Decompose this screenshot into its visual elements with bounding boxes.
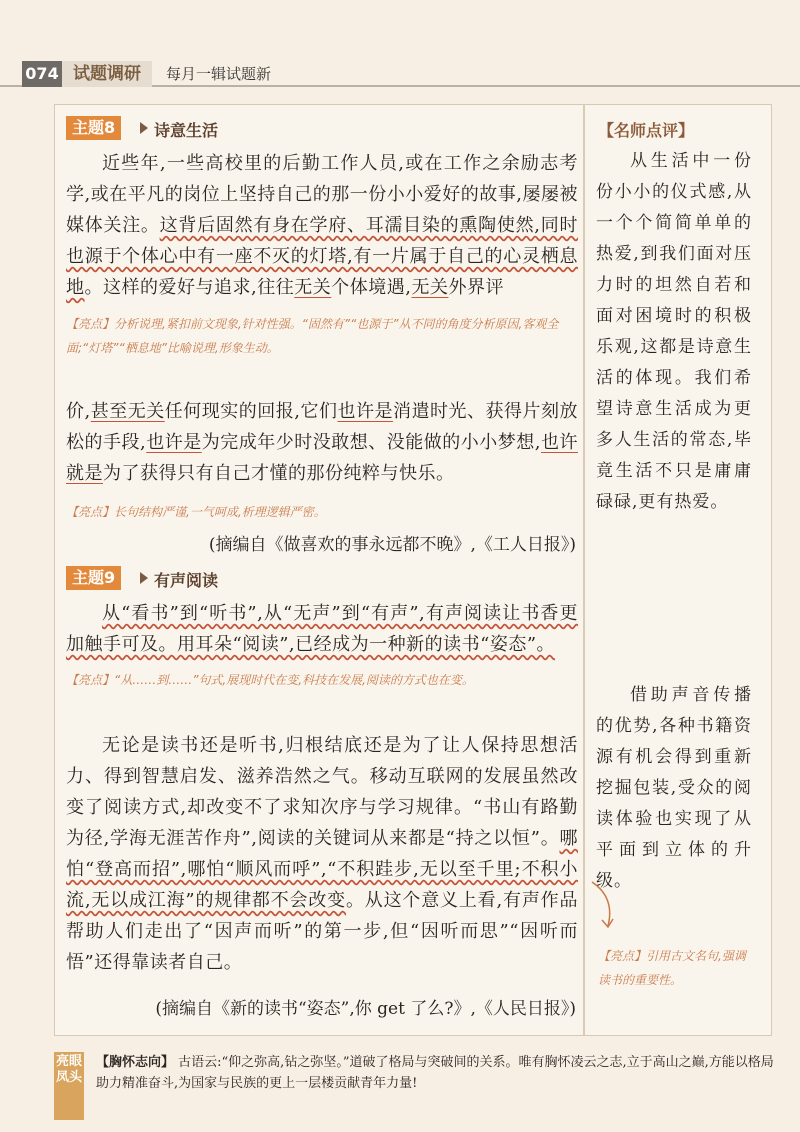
topic8-note-2: 【亮点】长句结构严谨,一气呵成,析理逻辑严密。 — [66, 505, 326, 519]
topic8-p1-keyword-2: 无关 — [411, 277, 449, 298]
topic9-badge: 主题9 — [66, 566, 121, 590]
topic8-arrow-icon — [140, 122, 148, 134]
footer-tag: 亮眼凤头 — [54, 1052, 84, 1120]
topic8-p2-text-5: 为了获得只有自己才懂的那份纯粹与快乐。 — [103, 463, 455, 484]
topic8-p1-text-2: 个体境遇, — [331, 277, 412, 298]
topic8-p1-keyword: 无关 — [294, 277, 332, 298]
topic8-paragraph-2 — [66, 396, 578, 489]
topic9-paragraph-2 — [66, 730, 578, 978]
header-subtitle: 每月一辑试题新 — [166, 65, 272, 83]
topic8-p1-text-3: 外界评 — [448, 277, 504, 298]
footer-text — [96, 1052, 776, 1094]
pointer-arrow-icon — [588, 880, 618, 930]
topic8-badge: 主题8 — [66, 116, 121, 140]
topic9-paragraph-1: 从“看书”到“听书”,从“无声”到“有声”,有声阅读让书香更加触手可及。用耳朵“阅读”,已经成为一种新的读书“姿态”。 — [66, 603, 578, 655]
topic9-note-1: 【亮点】“从……到……”句式,展现时代在变,科技在发展,阅读的方式也在变。 — [66, 673, 474, 687]
topic8-paragraph-1 — [66, 148, 578, 303]
topic8-p2-keyword-4: 也许就是 — [66, 432, 579, 484]
topic9-source: (摘编自《新的读书“姿态”,你 get 了么?》,《人民日报》) — [155, 999, 576, 1019]
topic8-p1-intro: 近些年,一些高校里的后勤工作人员,或在工作之余励志考学,或在平凡的岗位上坚持自己的那一份小小爱好的故事,屡屡被媒体关注。 — [66, 153, 578, 236]
topic8-p1-text: 。这样的爱好与追求,往往 — [84, 277, 295, 298]
topic8-p2-text-2: 任何现实的回报,它们 — [164, 401, 338, 422]
footer-body: 古语云:“仰之弥高,钻之弥坚。”道破了格局与突破间的关系。唯有胸怀凌云之志,立于高山之巅,方能以格局助力精准奋斗,为国家与民族的更上一层楼贡献青年力量! — [96, 1055, 774, 1091]
topic8-p2-text: 价, — [66, 401, 91, 422]
column-divider — [583, 104, 585, 1035]
topic9-p2-highlight: 哪怕“登高而招”,哪怕“顺风而呼”,“不积跬步,无以至千里;不积小流,无以成江海”的规律都不会改变 — [66, 828, 578, 911]
footer-label: 【胸怀志向】 — [96, 1055, 175, 1070]
topic9-p2-text: 无论是读书还是听书,归根结底还是为了让人保持思想活力、得到智慧启发、滋养浩然之气。移动互联网的发展虽然改变了阅读方式,却改变不了求知次序与学习规律。“书山有路勤为径,学海无涯苦作舟”,阅读的关键词从来都是“持之以恒”。 — [66, 735, 578, 849]
topic8-p2-text-4: 为完成年少时没敢想、没能做的小小梦想, — [201, 432, 541, 453]
topic9-p2-text-2: 。从这个意义上看,有声作品帮助人们走出了“因声而听”的第一步,但“因听而思”“因听而悟”还得靠读者自己。 — [66, 890, 578, 973]
topic8-title: 诗意生活 — [154, 121, 219, 140]
topic8-p1-highlight: 这背后固然有身在学府、耳濡目染的熏陶使然,同时也源于个体心中有一座不灭的灯塔,有一片属于自己的心灵栖息地 — [66, 215, 578, 298]
sidebar-title: 【名师点评】 — [598, 121, 695, 140]
topic8-p2-keyword-3: 也许是 — [146, 432, 202, 453]
topic8-note-1: 【亮点】分析说理,紧扣前文现象,针对性强。“固然有”“也源于”从不同的角度分析原因,客观全面;“灯塔”“栖息地”比喻说理,形象生动。 — [66, 317, 559, 355]
sidebar-note: 【亮点】引用古文名句,强调读书的重要性。 — [598, 949, 746, 987]
section-title: 试题调研 — [62, 61, 152, 87]
topic8-source: (摘编自《做喜欢的事永远都不晚》,《工人日报》) — [208, 535, 576, 555]
topic8-p2-keyword-2: 也许是 — [337, 401, 393, 422]
topic9-arrow-icon — [140, 572, 148, 584]
page-number: 074 — [22, 61, 62, 87]
topic8-p2-text-3: 消遣时光、获得片刻放松的手段, — [66, 401, 579, 453]
page-header — [0, 55, 800, 95]
sidebar-comment-1: 从生活中一份份小小的仪式感,从一个个简简单单的热爱,到我们面对压力时的坦然自若和面对困境时的积极乐观,这都是诗意生活的体现。我们希望诗意生活成为更多人生活的常态,毕竟生活不只是庸庸碌碌,更有热爱。 — [596, 151, 752, 512]
sidebar-comment-2: 借助声音传播的优势,各种书籍资源有机会得到重新挖掘包装,受众的阅读体验也实现了从平面到立体的升级。 — [596, 685, 752, 891]
topic9-title: 有声阅读 — [154, 571, 219, 590]
topic8-p2-keyword: 甚至无关 — [90, 401, 165, 422]
